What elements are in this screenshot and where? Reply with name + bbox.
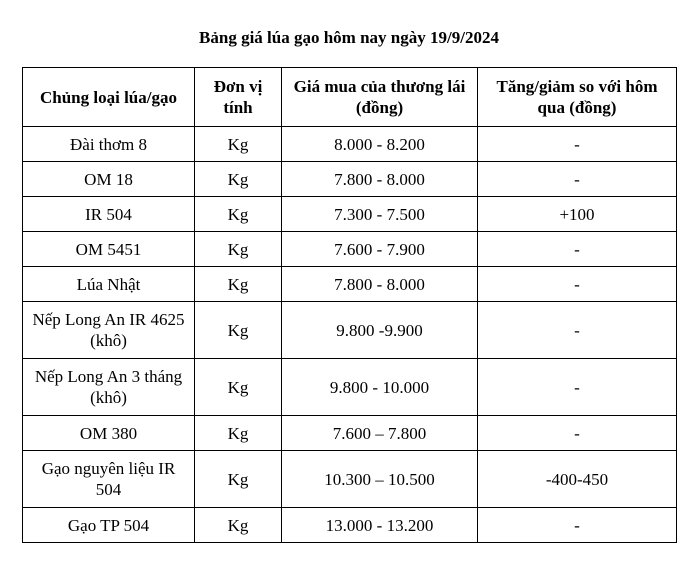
cell-price: 7.800 - 8.000 (282, 267, 478, 302)
cell-unit: Kg (195, 416, 282, 451)
cell-unit: Kg (195, 197, 282, 232)
cell-unit: Kg (195, 267, 282, 302)
cell-price: 10.300 – 10.500 (282, 451, 478, 508)
cell-change: - (478, 232, 677, 267)
cell-unit: Kg (195, 127, 282, 162)
cell-unit: Kg (195, 451, 282, 508)
cell-change: - (478, 359, 677, 416)
table-row (23, 127, 677, 162)
cell-change: +100 (478, 197, 677, 232)
header-trader-price: Giá mua của thương lái (đồng) (282, 68, 478, 127)
table-body (23, 127, 677, 543)
table-row (23, 508, 677, 543)
cell-variety: OM 18 (23, 162, 195, 197)
header-row (23, 68, 677, 127)
cell-change: - (478, 508, 677, 543)
table-row (23, 267, 677, 302)
table-row (23, 232, 677, 267)
cell-price: 7.600 - 7.900 (282, 232, 478, 267)
cell-price: 7.600 – 7.800 (282, 416, 478, 451)
cell-change: -400-450 (478, 451, 677, 508)
cell-change: - (478, 416, 677, 451)
table-row (23, 302, 677, 359)
rice-price-table (22, 67, 677, 543)
cell-variety: Nếp Long An 3 tháng (khô) (23, 359, 195, 416)
table-row (23, 451, 677, 508)
cell-variety: Gạo TP 504 (23, 508, 195, 543)
table-title: Bảng giá lúa gạo hôm nay ngày 19/9/2024 (199, 28, 499, 47)
table-row (23, 162, 677, 197)
cell-unit: Kg (195, 302, 282, 359)
cell-price: 8.000 - 8.200 (282, 127, 478, 162)
header-unit: Đơn vị tính (195, 68, 282, 127)
cell-variety: IR 504 (23, 197, 195, 232)
cell-price: 7.300 - 7.500 (282, 197, 478, 232)
table-row (23, 359, 677, 416)
cell-variety: Gạo nguyên liệu IR 504 (23, 451, 195, 508)
table-header (23, 68, 677, 127)
cell-price: 7.800 - 8.000 (282, 162, 478, 197)
table-row (23, 416, 677, 451)
table-row (23, 197, 677, 232)
cell-change: - (478, 162, 677, 197)
cell-variety: OM 5451 (23, 232, 195, 267)
cell-unit: Kg (195, 359, 282, 416)
cell-variety: Lúa Nhật (23, 267, 195, 302)
cell-price: 9.800 - 10.000 (282, 359, 478, 416)
cell-unit: Kg (195, 508, 282, 543)
header-variety: Chủng loại lúa/gạo (23, 68, 195, 127)
header-change: Tăng/giảm so với hôm qua (đồng) (478, 68, 677, 127)
cell-variety: Nếp Long An IR 4625 (khô) (23, 302, 195, 359)
cell-change: - (478, 127, 677, 162)
cell-unit: Kg (195, 162, 282, 197)
cell-price: 13.000 - 13.200 (282, 508, 478, 543)
cell-price: 9.800 -9.900 (282, 302, 478, 359)
cell-change: - (478, 302, 677, 359)
cell-variety: Đài thơm 8 (23, 127, 195, 162)
cell-change: - (478, 267, 677, 302)
cell-variety: OM 380 (23, 416, 195, 451)
cell-unit: Kg (195, 232, 282, 267)
